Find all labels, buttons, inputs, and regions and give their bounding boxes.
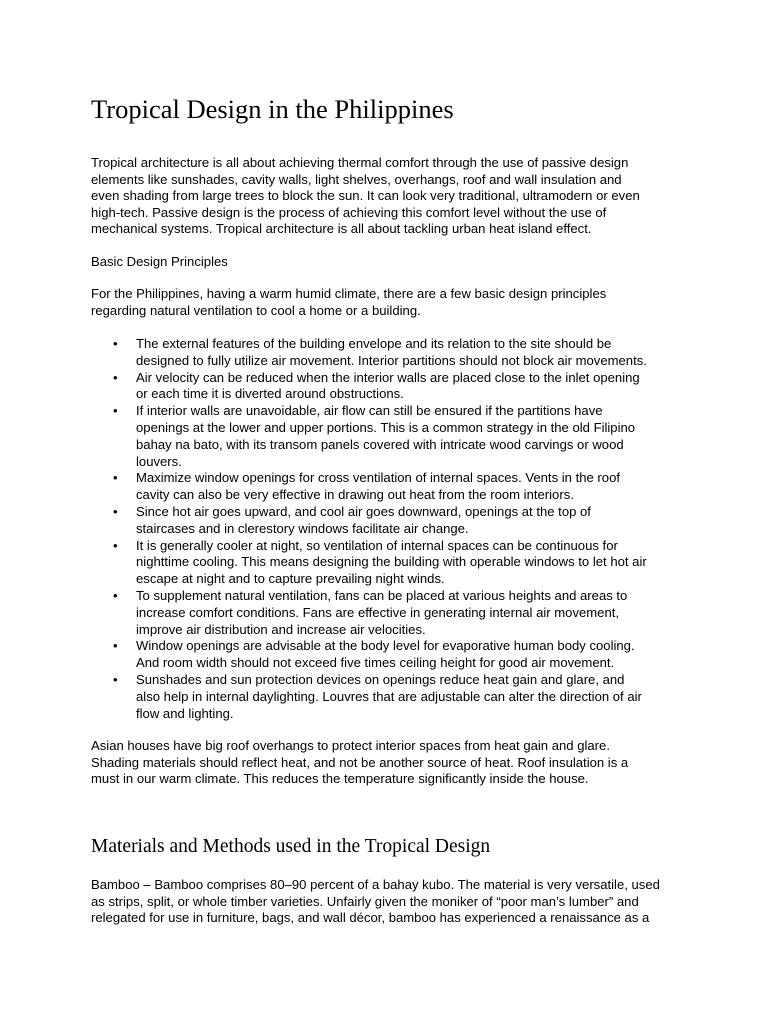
bullet-glyph: • <box>113 671 118 687</box>
text-line: Tropical architecture is all about achieving thermal comfort through the use of passive design <box>91 155 629 170</box>
section-subheading: Basic Design Principles <box>91 254 228 269</box>
text-line: regarding natural ventilation to cool a home or a building. <box>91 302 421 318</box>
list-item: • Air velocity can be reduced when the interior walls are placed close to the inlet opening or each time it is diverted around obstructions. <box>113 369 640 402</box>
text-line: Asian houses have big roof overhangs to protect interior spaces from heat gain and glare. <box>91 738 610 753</box>
list-item: • Since hot air goes upward, and cool air goes downward, openings at the top of staircases and in clerestory windows facilitate air change. <box>113 503 591 536</box>
list-item: • Sunshades and sun protection devices on openings reduce heat gain and glare, and also help in internal daylighting. Louvres that are adjustable can alter the direction of air flow and lighting. <box>113 671 642 721</box>
design-principles-list <box>110 336 647 722</box>
text-line: Bamboo – Bamboo comprises 80–90 percent of a bahay kubo. The material is very versatile, used <box>91 877 660 892</box>
text-line: relegated for use in furniture, bags, and wall décor, bamboo has experienced a renaissance as a <box>91 910 650 925</box>
text-line: must in our warm climate. This reduces the temperature significantly inside the house. <box>91 771 589 786</box>
text-line: Shading materials should reflect heat, and not be another source of heat. Roof insulation is a <box>91 754 629 770</box>
bullet-glyph: • <box>113 403 118 419</box>
list-item: • Maximize window openings for cross ventilation of internal spaces. Vents in the roof cavity can also be very effective in drawing out heat from the room interiors. <box>113 470 620 503</box>
text-line: even shading from large trees to block the sun. It can look very traditional, ultramodern or even <box>91 188 640 203</box>
roof-paragraph <box>91 738 628 788</box>
text-line: For the Philippines, having a warm humid climate, there are a few basic design principles <box>91 286 607 301</box>
list-item: • Window openings are advisable at the body level for evaporative human body cooling. And room width should not exceed five times ceiling height for good air movement. <box>113 638 635 671</box>
intro-paragraph <box>91 155 640 238</box>
principles-intro-paragraph <box>91 286 606 319</box>
list-item: • If interior walls are unavoidable, air flow can still be ensured if the partitions have openings at the lower and upper portions. This is a common strategy in the old Filipino bahay na bato, with its transom panels covered with intricate wood carvings or wood louvers. <box>113 403 636 469</box>
bullet-glyph: • <box>113 537 118 553</box>
list-item: • To supplement natural ventilation, fans can be placed at various heights and areas to increase comfort conditions. Fans are effective in generating internal air movement, improve air distribution and increase air velocities. <box>113 587 628 637</box>
bullet-glyph: • <box>113 638 118 654</box>
bullet-glyph: • <box>113 587 118 603</box>
text-line: mechanical systems. Tropical architecture is all about tackling urban heat island effect. <box>91 221 592 236</box>
list-item: • The external features of the building envelope and its relation to the site should be designed to fully utilize air movement. Interior partitions should not block air movements. <box>113 336 647 368</box>
list-item: • It is generally cooler at night, so ventilation of internal spaces can be continuous for nighttime cooling. This means designing the building with operable windows to let hot air escape at night and to capture prevailing night winds. <box>113 537 647 587</box>
text-line: elements like sunshades, cavity walls, light shelves, overhangs, roof and wall insulation and <box>91 171 622 187</box>
bullet-glyph: • <box>113 369 118 385</box>
page-title: Tropical Design in the Philippines <box>91 94 454 124</box>
bullet-glyph: • <box>113 470 118 486</box>
text-line: high-tech. Passive design is the process of achieving this comfort level without the use of <box>91 204 607 220</box>
bamboo-paragraph <box>91 877 660 927</box>
bullet-glyph: • <box>113 336 118 351</box>
text-line: as strips, split, or whole timber varieties. Unfairly given the moniker of “poor man’s lumber” and <box>91 893 639 909</box>
bullet-glyph: • <box>113 503 118 519</box>
materials-heading: Materials and Methods used in the Tropical Design <box>91 836 491 857</box>
